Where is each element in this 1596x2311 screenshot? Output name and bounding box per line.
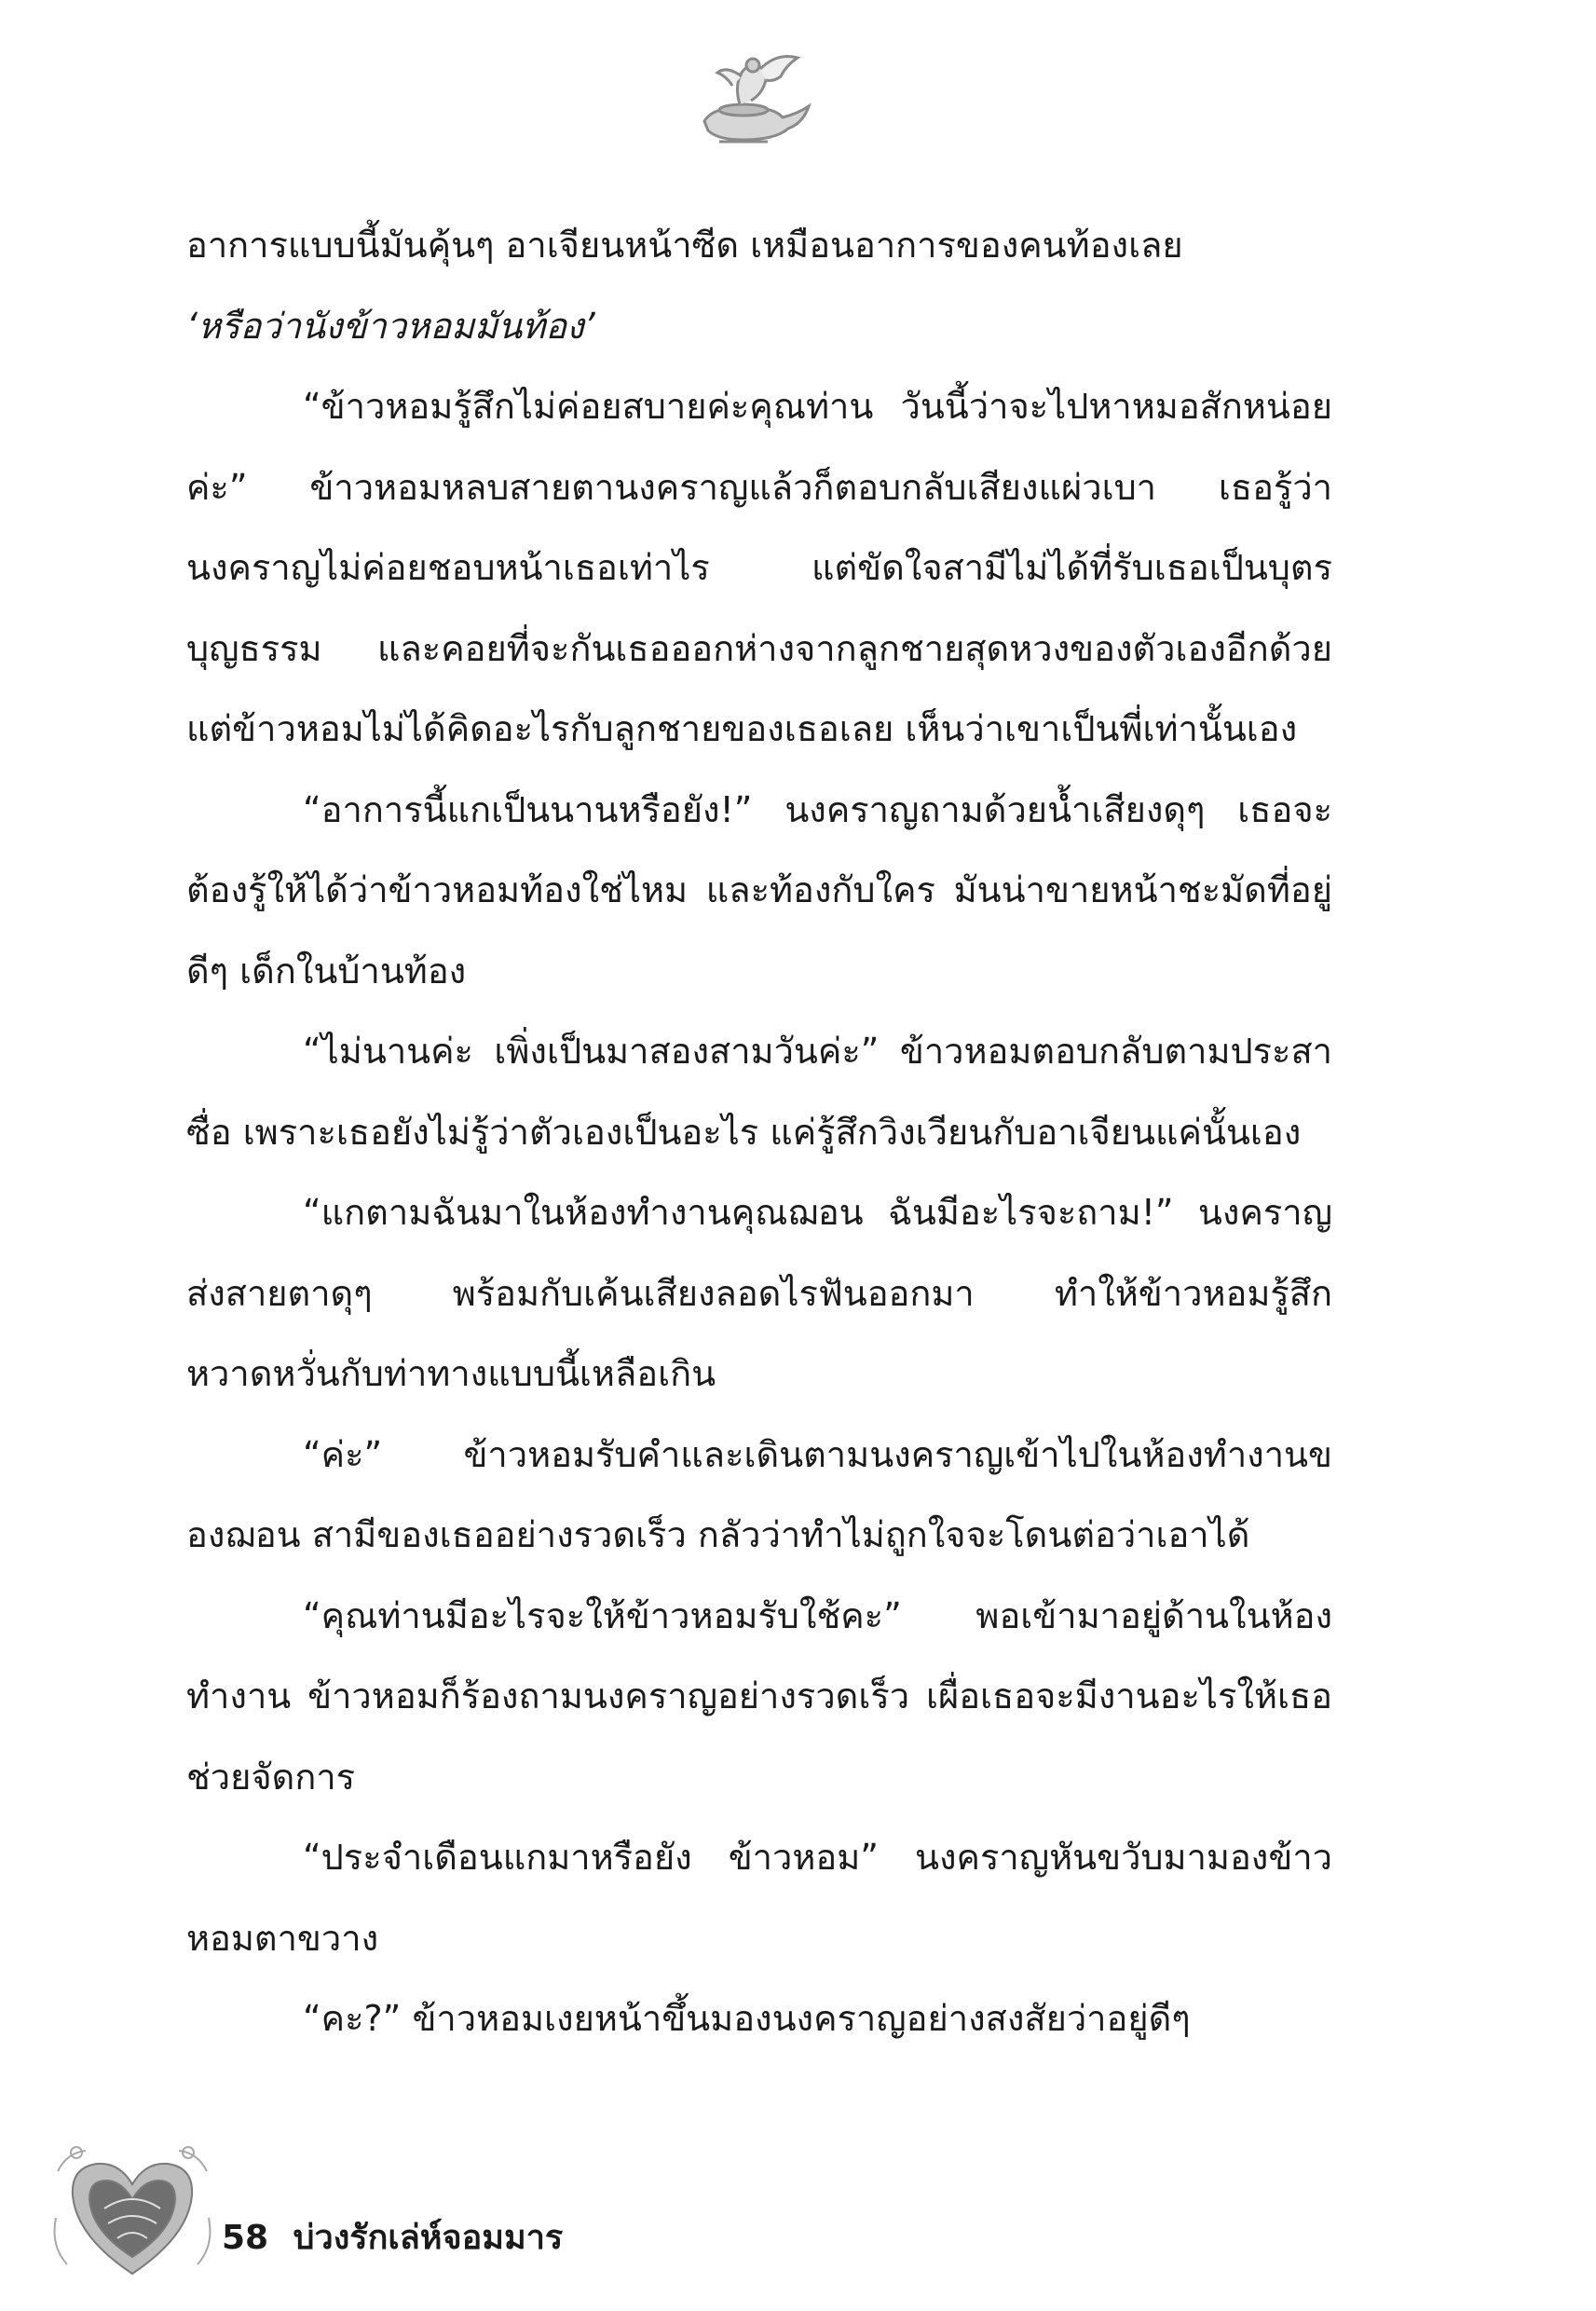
paragraph: “อาการนี้แกเป็นนานหรือยัง!” นงคราญถามด้วยน้ำเสียงดุๆ เธอจะต้องรู้ให้ได้ว่าข้าวหอมท้องใช่ไหม และท้องกับใคร มันน่าขายหน้าชะมัดที่อยู่ดีๆ เด็กในบ้านท้อง [186, 788, 1332, 991]
paragraph-thought: ‘หรือว่านังข้าวหอมมันท้อง’ [186, 305, 595, 347]
paragraph: “คะ?” ข้าวหอมเงยหน้าขึ้นมองนงคราญอย่างสงสัยว่าอยู่ดีๆ [303, 1998, 1191, 2039]
page-number: 58 [222, 2219, 269, 2257]
book-title: บ่วงรักเล่ห์จอมมาร [293, 2219, 564, 2257]
heart-ornament-icon [48, 2134, 216, 2292]
cupid-lamp-icon [686, 48, 825, 151]
body-text [186, 205, 1332, 2059]
paragraph: อาการแบบนี้มันคุ้นๆ อาเจียนหน้าซีด เหมือนอาการของคนท้องเลย [186, 225, 1183, 266]
paragraph: “ค่ะ” ข้าวหอมรับคำและเดินตามนงคราญเข้าไปในห้องทำงานของฌอน สามีของเธออย่างรวดเร็ว กลัวว่าทำไม่ถูกใจจะโดนต่อว่าเอาได้ [186, 1433, 1332, 1555]
paragraph: “ประจำเดือนแกมาหรือยัง ข้าวหอม” นงคราญหันขวับมามองข้าวหอมตาขวาง [186, 1837, 1332, 1959]
paragraph: “ไม่นานค่ะ เพิ่งเป็นมาสองสามวันค่ะ” ข้าวหอมตอบกลับตามประสาซื่อ เพราะเธอยังไม่รู้ว่าตัวเองเป็นอะไร แค่รู้สึกวิงเวียนกับอาเจียนแค่นั้นเอง [186, 1031, 1332, 1153]
paragraph: “คุณท่านมีอะไรจะให้ข้าวหอมรับใช้คะ” พอเข้ามาอยู่ด้านในห้องทำงาน ข้าวหอมก็ร้องถามนงคราญอย่างรวดเร็ว เผื่อเธอจะมีงานอะไรให้เธอช่วยจัดการ [186, 1594, 1332, 1798]
paragraph: “ข้าวหอมรู้สึกไม่ค่อยสบายค่ะคุณท่าน วันนี้ว่าจะไปหาหมอสักหน่อยค่ะ” ข้าวหอมหลบสายตานงคราญแล้วก็ตอบกลับเสียงแผ่วเบา เธอรู้ว่านงคราญไม่ค่อยชอบหน้าเธอเท่าไร แต่ขัดใจสามีไม่ได้ที่รับเธอเป็นบุตรบุญธรรม และคอยที่จะกันเธอออกห่างจากลูกชายสุดหวงของตัวเองอีกด้วย แต่ข้าวหอมไม่ได้คิดอะไรกับลูกชายของเธอเลย เห็นว่าเขาเป็นพี่เท่านั้นเอง [186, 386, 1332, 749]
page-footer [222, 2210, 576, 2263]
paragraph: “แกตามฉันมาในห้องทำงานคุณฌอน ฉันมีอะไรจะถาม!” นงคราญส่งสายตาดุๆ พร้อมกับเค้นเสียงลอดไรฟันออกมา ทำให้ข้าวหอมรู้สึกหวาดหวั่นกับท่าทางแบบนี้เหลือเกิน [186, 1192, 1332, 1394]
